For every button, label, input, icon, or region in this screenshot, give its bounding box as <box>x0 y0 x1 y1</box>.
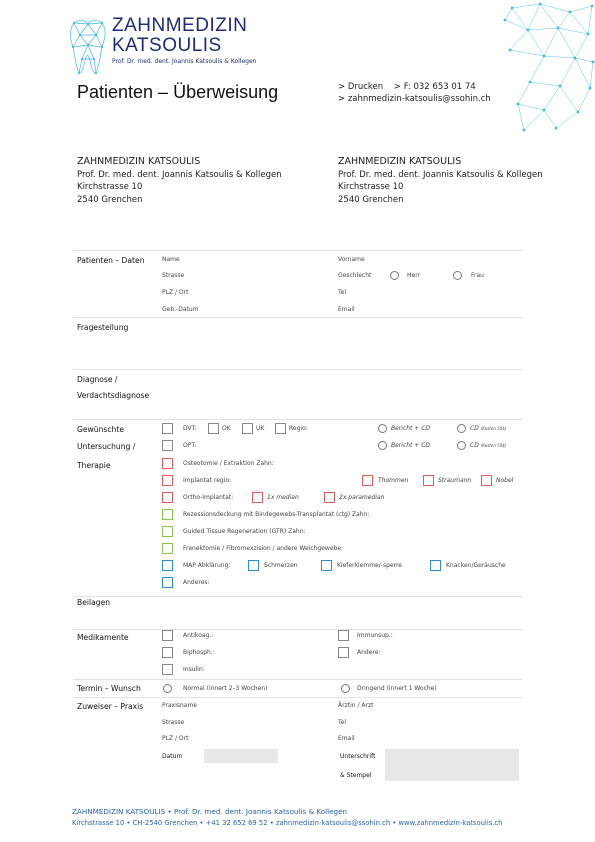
osteotomie-checkbox[interactable] <box>162 458 173 469</box>
termin-normal-label: Normal (innert 2–3 Wochen) <box>183 685 268 692</box>
kiefer-checkbox[interactable] <box>321 560 332 571</box>
opt-checkbox[interactable] <box>162 440 173 451</box>
signature-input[interactable] <box>385 749 519 781</box>
uk-checkbox[interactable] <box>242 423 253 434</box>
knacken-label: Knacken/Geräusche <box>446 562 506 569</box>
brand-line2: KATSOULIS <box>112 35 222 56</box>
therapy-label-line2: Untersuchung / <box>77 442 136 451</box>
datum-input[interactable] <box>204 749 278 763</box>
insulin-checkbox[interactable] <box>162 664 173 675</box>
beilagen-section-label: Beilagen <box>77 598 111 607</box>
top-links <box>338 81 491 105</box>
patient-email-field[interactable]: Email <box>338 306 355 313</box>
kiefer-label: Kieferklemme/-sperre <box>337 562 402 569</box>
ok-checkbox[interactable] <box>208 423 219 434</box>
divider <box>73 419 523 420</box>
zuweiser-email-field[interactable]: Email <box>338 735 355 742</box>
email-link[interactable]: > zahnmedizin-katsoulis@ssohin.ch <box>338 94 491 104</box>
questions-section-label: Fragestellung <box>77 323 129 332</box>
termin-normal-radio[interactable] <box>163 684 172 693</box>
zuweiser-plz-field[interactable]: PLZ / Ort <box>162 735 189 742</box>
dvt-checkbox[interactable] <box>162 423 173 434</box>
termin-dringend-label: Dringend (innert 1 Woche) <box>357 685 437 692</box>
paramedian-checkbox[interactable] <box>324 492 335 503</box>
medikamente-section-label: Medikamente <box>77 633 129 642</box>
footer-line1: ZAHNMEDIZIN KATSOULIS • Prof. Dr. med. dent. Joannis Katsoulis & Kollegen <box>72 807 348 816</box>
address-right-line1: Prof. Dr. med. dent. Joannis Katsoulis & Kollegen <box>338 169 543 180</box>
patient-street-field[interactable]: Strasse <box>162 272 185 279</box>
anderes-checkbox[interactable] <box>162 577 173 588</box>
dvt-cd-radio[interactable] <box>457 424 466 433</box>
ortho-checkbox[interactable] <box>162 492 173 503</box>
patient-plz-field[interactable]: PLZ / Ort <box>162 289 189 296</box>
straumann-checkbox[interactable] <box>423 475 434 486</box>
immunsup-label: Immunsup.: <box>357 632 393 639</box>
dvt-bericht-label: Bericht + CD <box>391 425 431 432</box>
uk-label: UK <box>256 425 265 432</box>
gender-female-label: Frau <box>471 272 484 279</box>
immunsup-checkbox[interactable] <box>338 630 349 641</box>
schmerzen-label: Schmerzen <box>264 562 298 569</box>
zuweiser-datum-label: Datum <box>162 753 183 760</box>
page-title: Patienten – Überweisung <box>77 82 279 102</box>
therapy-label-line3: Therapie <box>77 461 111 470</box>
diagnosis-label-line1: Diagnose / <box>77 375 118 384</box>
address-left-line1: Prof. Dr. med. dent. Joannis Katsoulis & Kollegen <box>77 169 282 180</box>
footer-line2: Kirchstrasse 10 • CH-2540 Grenchen • +41 32 652 69 52 • zahnmedizin-katsoulis@ssohin.ch • www.zahnmedizin-katsoulis.ch <box>72 819 503 827</box>
address-right-line3: 2540 Grenchen <box>338 194 404 205</box>
divider <box>73 679 523 680</box>
zuweiser-tel-field[interactable]: Tel <box>338 719 347 726</box>
gtr-checkbox[interactable] <box>162 526 173 537</box>
biphosph-label: Biphosph.: <box>183 649 215 656</box>
dvt-label: DVT: <box>183 425 197 432</box>
dvt-cd-label: CD (Kosten 50$) <box>470 425 507 432</box>
therapy-label-line1: Gewünschte <box>77 425 124 434</box>
gender-female-radio[interactable] <box>453 271 462 280</box>
ortho-label: Ortho-Implantat: <box>183 494 234 501</box>
network-decoration-icon <box>500 0 595 135</box>
address-left-name: ZAHNMEDIZIN KATSOULIS <box>77 156 201 167</box>
fax-link[interactable]: > F: 032 653 01 74 <box>393 82 476 92</box>
zuweiser-strasse-field[interactable]: Strasse <box>162 719 185 726</box>
zuweiser-section-label: Zuweiser – Praxis <box>77 702 144 711</box>
andere-checkbox[interactable] <box>338 647 349 658</box>
termin-dringend-radio[interactable] <box>341 684 350 693</box>
thommen-label: Thommen <box>378 477 409 484</box>
address-left-line2: Kirchstrasse 10 <box>77 182 143 192</box>
regio-checkbox[interactable] <box>275 423 286 434</box>
address-right-line2: Kirchstrasse 10 <box>338 182 404 192</box>
address-left <box>77 156 282 206</box>
brand-title <box>112 16 247 56</box>
zuweiser-arzt-field[interactable]: Ärztin / Arzt <box>338 702 374 709</box>
opt-cd-radio[interactable] <box>457 441 466 450</box>
paramedian-label: 2x paramedian <box>339 494 385 501</box>
patient-tel-field[interactable]: Tel <box>338 289 347 296</box>
schmerzen-checkbox[interactable] <box>248 560 259 571</box>
opt-bericht-radio[interactable] <box>378 441 387 450</box>
knacken-checkbox[interactable] <box>430 560 441 571</box>
patient-firstname-field[interactable]: Vorname <box>338 256 365 263</box>
divider <box>73 629 523 630</box>
gender-male-radio[interactable] <box>390 271 399 280</box>
frenektomie-label: Frenektomie / Fibromexzision / andere Weichgewebe: <box>183 545 344 552</box>
map-label: MAP Abklärung: <box>183 562 231 569</box>
address-left-line3: 2540 Grenchen <box>77 194 143 205</box>
median-label: 1x median <box>267 494 299 501</box>
rezession-checkbox[interactable] <box>162 509 173 520</box>
regio-label: Regio: <box>289 425 308 432</box>
patient-section-label: Patienten – Daten <box>77 256 145 265</box>
antikoag-label: Antikoag.: <box>183 632 214 639</box>
gender-male-label: Herr <box>407 272 421 279</box>
stempel-label: & Stempel <box>340 772 372 779</box>
print-link[interactable]: > Drucken <box>338 82 384 92</box>
brand-subtitle: Prof. Dr. med. dent. Joannis Katsoulis & Kollegen <box>112 58 257 65</box>
diagnosis-label-line2: Verdachtsdiagnose <box>77 391 150 400</box>
nobel-checkbox[interactable] <box>481 475 492 486</box>
divider <box>73 369 523 370</box>
implantat-label: Implantat regio: <box>183 477 232 484</box>
unterschrift-label: Unterschrift <box>340 753 376 760</box>
frenektomie-checkbox[interactable] <box>162 543 173 554</box>
andere-label: Andere: <box>357 649 381 656</box>
opt-bericht-label: Bericht + CD <box>391 442 431 449</box>
address-right-name: ZAHNMEDIZIN KATSOULIS <box>338 156 462 167</box>
divider <box>73 697 523 698</box>
dvt-bericht-radio[interactable] <box>378 424 387 433</box>
insulin-label: Insulin: <box>183 666 205 673</box>
divider <box>73 596 523 597</box>
patient-name-field[interactable]: Name <box>162 256 180 263</box>
termin-section-label: Termin – Wunsch <box>77 684 141 693</box>
opt-label: OPT: <box>183 442 197 449</box>
median-checkbox[interactable] <box>252 492 263 503</box>
nobel-label: Nobel <box>496 477 514 484</box>
divider <box>73 317 523 318</box>
zuweiser-praxisname-field[interactable]: Praxisname <box>162 702 198 709</box>
thommen-checkbox[interactable] <box>362 475 373 486</box>
implantat-checkbox[interactable] <box>162 475 173 486</box>
patient-dob-field[interactable]: Geb.-Datum <box>162 306 199 313</box>
anderes-label: Anderes: <box>183 579 210 586</box>
biphosph-checkbox[interactable] <box>162 647 173 658</box>
tooth-logo-icon <box>68 17 108 77</box>
brand-line1: ZAHNMEDIZIN <box>112 15 248 36</box>
rezession-label: Rezessionsdeckung mit Bindegewebs-Transplantat (ctg) Zahn: <box>183 511 370 518</box>
gtr-label: Guided Tissue Regeneration (GTR) Zahn: <box>183 528 306 535</box>
map-checkbox[interactable] <box>162 560 173 571</box>
address-right <box>338 156 543 206</box>
opt-cd-label: CD (Kosten 50$) <box>470 442 507 449</box>
antikoag-checkbox[interactable] <box>162 630 173 641</box>
straumann-label: Straumann <box>438 477 472 484</box>
osteotomie-label: Osteotomie / Extraktion Zahn: <box>183 460 274 467</box>
divider <box>73 250 523 251</box>
ok-label: OK <box>222 425 231 432</box>
patient-gender-label: Geschlecht <box>338 272 372 279</box>
